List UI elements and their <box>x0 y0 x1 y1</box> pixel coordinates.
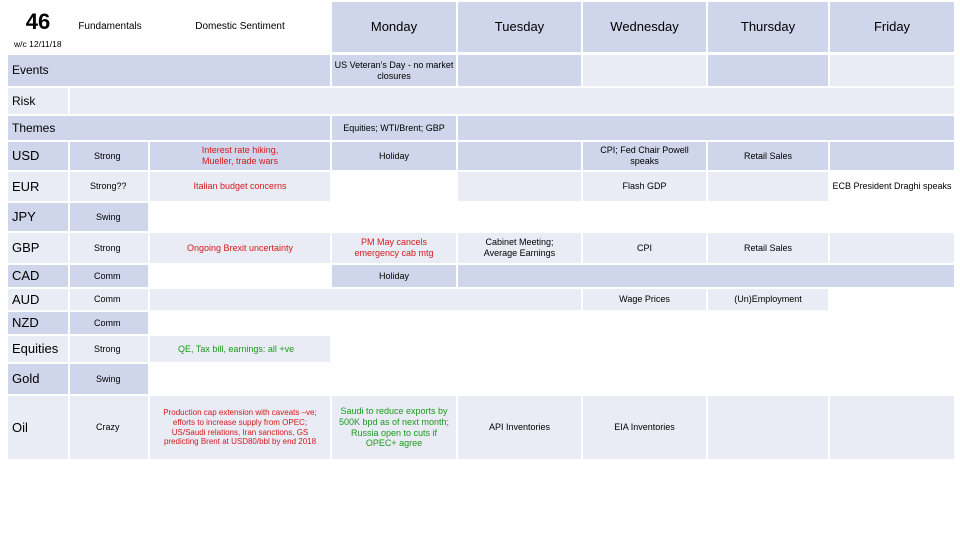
events-tuesday <box>458 55 581 86</box>
gold-label: Gold <box>8 364 68 394</box>
oil-sentiment: Production cap extension with caveats –ve; efforts to increase supply from OPEC; US/Saudi relations, Iran sanctions, GS predicting Brent at USD80/bbl by end 2018 <box>150 396 330 459</box>
usd-monday: Holiday <box>332 142 456 170</box>
cad-label: CAD <box>8 265 68 287</box>
themes-rest <box>458 116 954 140</box>
oil-wednesday: EIA Inventories <box>583 396 706 459</box>
gbp-friday <box>830 233 954 263</box>
week-number: 46 <box>25 8 51 34</box>
aud-friday <box>830 289 954 310</box>
aud-mid <box>150 289 581 310</box>
jpy-rest <box>150 203 954 231</box>
usd-fundamental: Strong <box>70 142 148 170</box>
usd-tuesday <box>458 142 581 170</box>
gbp-label: GBP <box>8 233 68 263</box>
equities-label: Equities <box>8 336 68 362</box>
eur-fundamental: Strong?? <box>70 172 148 201</box>
usd-wednesday: CPI; Fed Chair Powell speaks <box>583 142 706 170</box>
gold-fundamental: Swing <box>70 364 148 394</box>
aud-thursday: (Un)Employment <box>708 289 828 310</box>
sentiment-header: Domestic Sentiment <box>195 21 285 32</box>
eur-friday: ECB President Draghi speaks <box>830 172 954 201</box>
usd-friday <box>830 142 954 170</box>
oil-monday: Saudi to reduce exports by 500K bpd as of next month; Russia open to cuts if OPEC+ agree <box>332 396 456 459</box>
equities-sentiment: QE, Tax bill, earnings: all +ve <box>150 336 330 362</box>
day-header-thursday: Thursday <box>708 2 828 52</box>
oil-friday <box>830 396 954 459</box>
events-thursday <box>708 55 828 86</box>
nzd-rest <box>150 312 954 334</box>
nzd-fundamental: Comm <box>70 312 148 334</box>
events-label: Events <box>8 55 330 86</box>
usd-thursday: Retail Sales <box>708 142 828 170</box>
eur-monday <box>332 172 456 201</box>
aud-wednesday: Wage Prices <box>583 289 706 310</box>
events-monday: US Veteran's Day - no market closures <box>332 55 456 86</box>
equities-rest <box>332 336 954 362</box>
risk-label: Risk <box>8 88 68 114</box>
jpy-fundamental: Swing <box>70 203 148 231</box>
fundamentals-header: Fundamentals <box>78 21 142 32</box>
gbp-wednesday: CPI <box>583 233 706 263</box>
jpy-label: JPY <box>8 203 68 231</box>
gbp-tuesday: Cabinet Meeting; Average Earnings <box>458 233 581 263</box>
gbp-fundamental: Strong <box>70 233 148 263</box>
eur-thursday <box>708 172 828 201</box>
usd-sentiment: Interest rate hiking, Mueller, trade wars <box>150 142 330 170</box>
gbp-sentiment: Ongoing Brexit uncertainty <box>150 233 330 263</box>
eur-wednesday: Flash GDP <box>583 172 706 201</box>
themes-text: Equities; WTI/Brent; GBP <box>332 116 456 140</box>
oil-tuesday: API Inventories <box>458 396 581 459</box>
events-friday <box>830 55 954 86</box>
aud-fundamental: Comm <box>70 289 148 310</box>
cad-rest <box>458 265 954 287</box>
gbp-monday: PM May cancels emergency cab mtg <box>332 233 456 263</box>
day-header-friday: Friday <box>830 2 954 52</box>
eur-tuesday <box>458 172 581 201</box>
oil-thursday <box>708 396 828 459</box>
oil-fundamental: Crazy <box>70 396 148 459</box>
cad-fundamental: Comm <box>70 265 148 287</box>
nzd-label: NZD <box>8 312 68 334</box>
gold-rest <box>150 364 954 394</box>
day-header-tuesday: Tuesday <box>458 2 581 52</box>
oil-label: Oil <box>8 396 68 459</box>
day-header-wednesday: Wednesday <box>583 2 706 52</box>
cad-monday: Holiday <box>332 265 456 287</box>
risk-body <box>70 88 954 114</box>
eur-label: EUR <box>8 172 68 201</box>
day-header-monday: Monday <box>332 2 456 52</box>
gbp-thursday: Retail Sales <box>708 233 828 263</box>
week-date: w/c 12/11/18 <box>14 38 62 49</box>
usd-label: USD <box>8 142 68 170</box>
eur-sentiment: Italian budget concerns <box>150 172 330 201</box>
themes-label: Themes <box>8 116 330 140</box>
cad-sentiment <box>150 265 330 287</box>
equities-fundamental: Strong <box>70 336 148 362</box>
events-wednesday <box>583 55 706 86</box>
aud-label: AUD <box>8 289 68 310</box>
